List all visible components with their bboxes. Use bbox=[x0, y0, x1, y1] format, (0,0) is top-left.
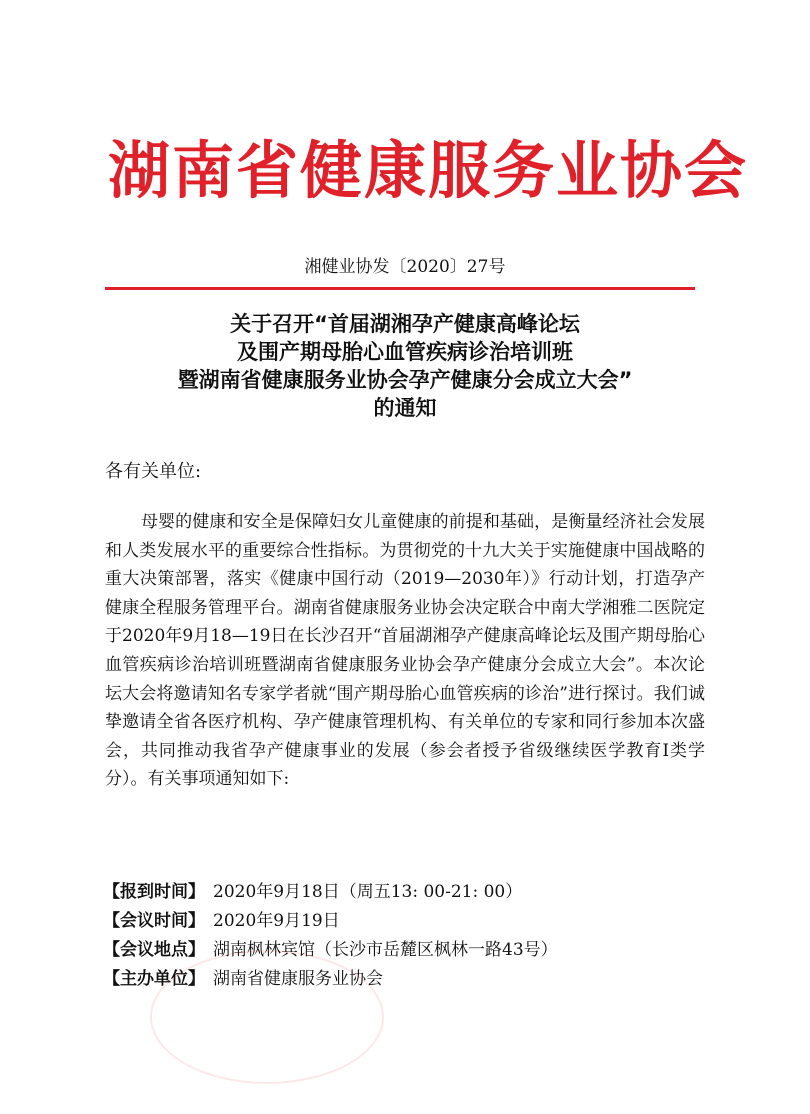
notice-title bbox=[0, 310, 810, 422]
detail-value: 2020年9月18日（周五13: 00-21: 00） bbox=[213, 882, 523, 902]
detail-item-checkin-time bbox=[103, 878, 723, 907]
body-paragraph: 母婴的健康和安全是保障妇女儿童健康的前提和基础，是衡量经济社会发展和人类发展水平的重要综合性指标。为贯彻党的十九大关于实施健康中国战略的重大决策部署，落实《健康中国行动（2019—2030年）》行动计划，打造孕产健康全程服务管理平台。湖南省健康服务业协会决定联合中南大学湘雅二医院定于2020年9月18—19日在长沙召开“首届湖湘孕产健康高峰论坛及围产期母胎心血管疾病诊治培训班暨湖南省健康服务业协会孕产健康分会成立大会”。本次论坛大会将邀请知名专家学者就“围产期母胎心血管疾病的诊治”进行探讨。我们诚挚邀请全省各医疗机构、孕产健康管理机构、有关单位的专家和同行参加本次盛会，共同推动我省孕产健康事业的发展（参会者授予省级继续医学教育Ⅰ类学分）。有关事项通知如下: bbox=[105, 512, 705, 790]
detail-label: 【会议时间】 bbox=[103, 911, 205, 931]
red-divider-line bbox=[105, 287, 695, 290]
detail-label: 【报到时间】 bbox=[103, 882, 205, 902]
notice-title-line: 关于召开“首届湖湘孕产健康高峰论坛 bbox=[230, 312, 580, 336]
detail-value: 2020年9月19日 bbox=[213, 911, 340, 931]
document-number: 湘健业协发〔2020〕27号 bbox=[304, 257, 506, 277]
salutation: 各有关单位: bbox=[105, 461, 202, 482]
notice-title-line: 的通知 bbox=[373, 396, 437, 420]
detail-label: 【会议地点】 bbox=[103, 940, 205, 960]
organization-letterhead: 湖南省健康服务业协会 bbox=[108, 134, 749, 207]
detail-label: 【主办单位】 bbox=[103, 969, 205, 989]
faint-seal-stamp bbox=[150, 950, 384, 1084]
detail-value: 湖南省健康服务业协会 bbox=[213, 969, 383, 989]
notice-title-line: 暨湖南省健康服务业协会孕产健康分会成立大会” bbox=[177, 368, 633, 392]
detail-value: 湖南枫林宾馆（长沙市岳麓区枫林一路43号） bbox=[213, 940, 558, 960]
detail-item-meeting-time bbox=[103, 907, 723, 936]
notice-title-line: 及围产期母胎心血管疾病诊治培训班 bbox=[237, 340, 573, 364]
detail-item-meeting-location bbox=[103, 936, 723, 965]
